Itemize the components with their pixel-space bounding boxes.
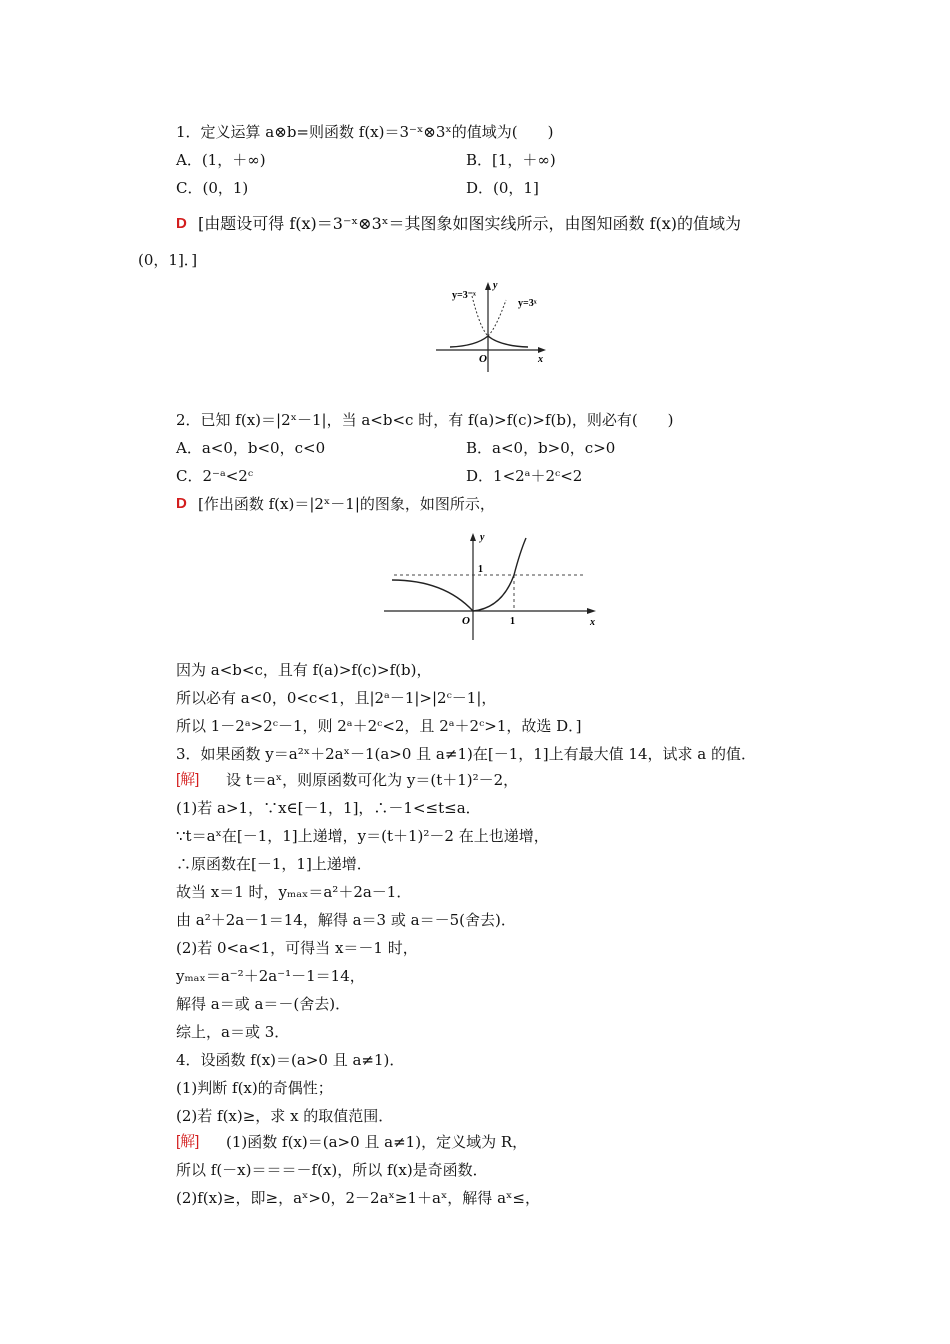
q3-line5: 故当 x＝1 时，yₘₐₓ＝a²＋2a－1． xyxy=(176,883,412,901)
q1-option-d: D．(0，1] xyxy=(466,179,539,197)
q1-explanation-line1: [由题设可得 f(x)＝3⁻ˣ⊗3ˣ＝其图象如图实线所示，由图知函数 f(x)的值域为 xyxy=(198,214,742,233)
q1-stem: 1．定义运算 a⊗b=则函数 f(x)＝3⁻ˣ⊗3ˣ的值域为( ) xyxy=(176,123,554,141)
x-tick-1: 1 xyxy=(510,616,515,627)
q3-line10: 综上，a＝或 3． xyxy=(176,1023,290,1041)
y-label: y xyxy=(480,532,485,543)
dashed-left-curve xyxy=(472,296,488,336)
x-label: x xyxy=(590,617,595,628)
x-label: x xyxy=(538,354,543,365)
y-axis-arrow xyxy=(485,282,491,290)
q2-stem: 2．已知 f(x)＝|2ˣ－1|，当 a<b<c 时，有 f(a)>f(c)>f(b)，则必有( ) xyxy=(176,411,674,429)
q2-option-b: B．a<0，b>0，c>0 xyxy=(466,439,616,457)
dashed-right-curve xyxy=(488,300,506,336)
q2-graph xyxy=(384,530,600,642)
y-tick-1: 1 xyxy=(478,564,483,575)
q1-option-b: B．[1，＋∞) xyxy=(466,151,556,169)
q3-line2: (1)若 a>1，∵x∈[－1，1]，∴－1<≤t≤a． xyxy=(176,799,481,817)
q4-subq1: (1)判断 f(x)的奇偶性； xyxy=(176,1079,333,1097)
q4-line2: 所以 f(－x)＝＝＝－f(x)，所以 f(x)是奇函数． xyxy=(176,1161,488,1179)
q4-line1: (1)函数 f(x)＝(a>0 且 a≠1)，定义域为 R， xyxy=(226,1133,528,1151)
solid-right-curve xyxy=(488,336,528,347)
origin-label: O xyxy=(462,615,470,627)
q3-line3: ∵t＝aˣ在[－1，1]上递增，y＝(t＋1)²－2 在上也递增， xyxy=(176,827,549,845)
q1-explanation-line2: (0，1]．] xyxy=(138,251,198,269)
q3-line6: 由 a²＋2a－1＝14，解得 a＝3 或 a＝－5(舍去)． xyxy=(176,911,516,929)
q4-stem: 4．设函数 f(x)＝(a>0 且 a≠1)． xyxy=(176,1051,405,1069)
q2-line1: 因为 a<b<c，且有 f(a)>f(c)>f(b)， xyxy=(176,661,432,679)
x-axis-arrow xyxy=(538,347,546,353)
q3-line7: (2)若 0<a<1，可得当 x＝－1 时， xyxy=(176,939,418,957)
q3-stem: 3．如果函数 y＝a²ˣ＋2aˣ－1(a>0 且 a≠1)在[－1，1]上有最大值 14，试求 a 的值． xyxy=(176,745,756,763)
q3-line1: 设 t＝aˣ，则原函数可化为 y＝(t＋1)²－2， xyxy=(226,771,519,789)
q1-option-a: A．(1，＋∞) xyxy=(176,151,266,169)
q1-option-c: C．(0，1) xyxy=(176,179,249,197)
q2-line2: 所以必有 a<0，0<c<1，且|2ᵃ－1|>|2ᶜ－1|， xyxy=(176,689,497,707)
q2-line3: 所以 1－2ᵃ>2ᶜ－1，则 2ᵃ＋2ᶜ<2，且 2ᵃ＋2ᶜ>1，故选 D．] xyxy=(176,717,582,735)
q2-option-c: C．2⁻ᵃ<2ᶜ xyxy=(176,467,254,485)
q1-graph xyxy=(436,276,550,372)
q1-answer: D xyxy=(176,215,187,232)
q2-answer: D xyxy=(176,495,187,512)
q4-solution-tag: [解] xyxy=(176,1133,200,1150)
origin-label: O xyxy=(479,353,487,365)
label-right: y=3ˣ xyxy=(518,298,537,309)
q2-option-a: A．a<0，b<0，c<0 xyxy=(176,439,326,457)
q3-solution-tag: [解] xyxy=(176,771,200,788)
solid-left-curve xyxy=(450,336,488,347)
q2-explanation-line1: [作出函数 f(x)＝|2ˣ－1|的图象，如图所示， xyxy=(198,495,495,513)
label-left: y=3⁻ˣ xyxy=(452,290,476,301)
curve-left xyxy=(392,580,473,611)
x-axis-arrow xyxy=(587,608,596,614)
q4-subq2: (2)若 f(x)≥，求 x 的取值范围． xyxy=(176,1107,394,1125)
q3-line8: yₘₐₓ＝a⁻²＋2a⁻¹－1＝14， xyxy=(176,967,365,985)
y-label: y xyxy=(493,280,498,291)
q3-line9: 解得 a＝或 a＝－(舍去)． xyxy=(176,995,351,1013)
y-axis-arrow xyxy=(470,533,476,541)
q4-line3: (2)f(x)≥，即≥，aˣ>0，2－2aˣ≥1＋aˣ，解得 aˣ≤， xyxy=(176,1189,540,1207)
q3-line4: ∴原函数在[－1，1]上递增． xyxy=(176,855,372,873)
q2-option-d: D．1<2ᵃ＋2ᶜ<2 xyxy=(466,467,583,485)
